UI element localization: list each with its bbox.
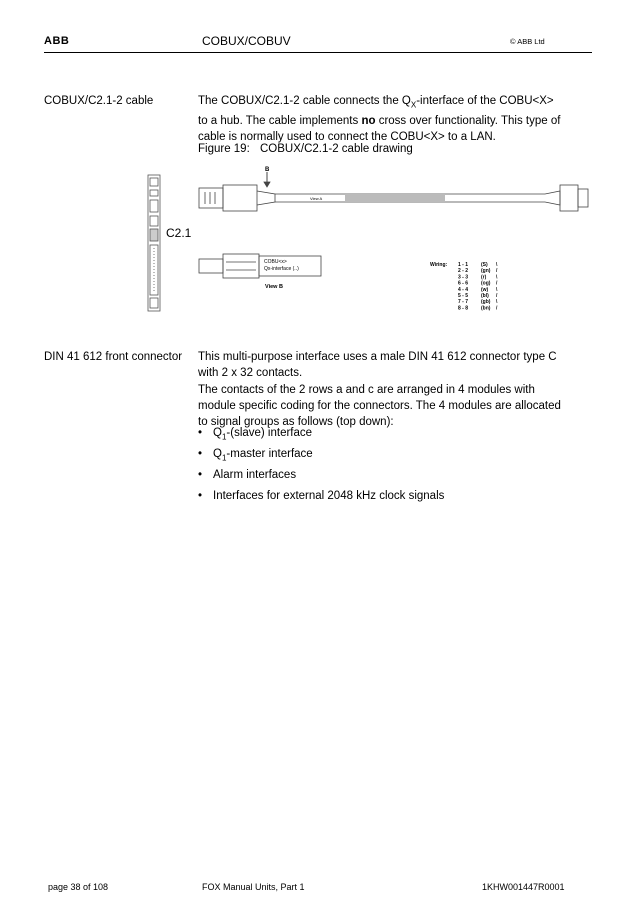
header-copyright: © ABB Ltd — [510, 37, 545, 46]
label-b: B — [265, 167, 270, 173]
plug-text-2: Qx-interface (..) — [264, 266, 299, 272]
list-item-text: Q — [213, 427, 222, 439]
figure-label: Figure 19: — [198, 143, 250, 155]
list-item-subscript: 1 — [221, 453, 227, 463]
wiring-mark: \ — [496, 274, 498, 281]
bullet-dot: • — [198, 448, 203, 460]
list-item — [198, 490, 444, 502]
list-item-text: Alarm interfaces — [213, 469, 297, 481]
label-c21: C2.1 — [166, 226, 192, 240]
din-para-2: The contacts of the 2 rows a and c are arranged in 4 modules with module specific coding for the connectors. The 4 modules are allocated to signal groups as follows (top down): — [198, 384, 561, 428]
wiring-color: (gn) — [481, 268, 491, 275]
cable-desc-part2: -interface of the COBU<X> to a hub. The cable implements — [198, 95, 554, 128]
wiring-mark: / — [496, 280, 498, 287]
bullet-dot: • — [198, 490, 203, 502]
wiring-color: (r) — [481, 274, 487, 281]
label-view-a: View A — [310, 196, 323, 201]
wiring-color: (w) — [481, 286, 489, 293]
cable-top-view — [199, 172, 588, 211]
wiring-mark: / — [496, 305, 498, 312]
wiring-pins: 3 - 3 — [458, 274, 469, 281]
wiring-table — [458, 262, 498, 311]
wiring-pins: 5 - 5 — [458, 293, 469, 299]
header-title: COBUX/COBUV — [202, 34, 291, 48]
wiring-color: (S) — [481, 262, 488, 268]
wiring-mark: \ — [496, 299, 498, 306]
wiring-label: Wiring: — [430, 262, 448, 268]
cable-desc-bold: no — [361, 115, 376, 128]
list-item-text-suffix: -master interface — [226, 448, 313, 460]
wiring-color: (og) — [481, 280, 491, 287]
plug-view-b — [199, 254, 321, 278]
list-item-text: Q — [213, 448, 222, 460]
footer-page-number: page 38 of 108 — [48, 882, 109, 892]
wiring-pins: 7 - 7 — [458, 299, 469, 306]
wiring-mark: \ — [496, 262, 498, 268]
list-item — [198, 448, 313, 462]
din-para-1: This multi-purpose interface uses a male DIN 41 612 connector type C with 2 x 32 contacts. — [198, 351, 557, 379]
side-heading-cable: COBUX/C2.1-2 cable — [44, 95, 154, 107]
wiring-pins: 1 - 1 — [458, 262, 469, 268]
list-item — [198, 427, 312, 441]
footer-document-id: 1KHW001447R0001 — [482, 882, 565, 892]
wiring-mark: / — [496, 268, 498, 275]
plug-text-1: COBU<x> — [264, 259, 287, 265]
cable-desc-subscript: X — [410, 100, 417, 110]
wiring-color: (bl) — [481, 293, 489, 299]
wiring-color: (bn) — [481, 305, 491, 312]
wiring-color: (gb) — [481, 299, 491, 306]
list-item-text: Interfaces for external 2048 kHz clock signals — [213, 490, 445, 502]
label-view-b: View B — [265, 284, 283, 290]
list-item-text-suffix: -(slave) interface — [226, 427, 313, 439]
front-panel-drawing — [148, 175, 160, 311]
bullet-dot: • — [198, 427, 203, 439]
din-modules-paragraph — [198, 382, 566, 430]
list-item-subscript: 1 — [221, 432, 227, 442]
cable-desc-part1: The COBUX/C2.1-2 cable connects the Q — [198, 95, 411, 107]
cable-desc-part3: cross over functionality. This type of cable is normally used to connect the COBU<X> to a LAN. — [198, 115, 561, 144]
figure-title: COBUX/C2.1-2 cable drawing — [260, 143, 413, 155]
abb-logo: ABB — [44, 35, 70, 47]
wiring-mark: / — [496, 293, 498, 299]
footer-manual-title: FOX Manual Units, Part 1 — [202, 882, 305, 892]
wiring-pins: 8 - 8 — [458, 305, 469, 312]
list-item — [198, 469, 296, 481]
wiring-mark: \ — [496, 286, 498, 293]
din-intro-paragraph — [198, 349, 566, 381]
wiring-pins: 2 - 2 — [458, 268, 469, 275]
wiring-pins: 6 - 6 — [458, 280, 469, 287]
side-heading-din: DIN 41 612 front connector — [44, 351, 183, 363]
wiring-pins: 4 - 4 — [458, 286, 469, 293]
bullet-dot: • — [198, 469, 203, 481]
